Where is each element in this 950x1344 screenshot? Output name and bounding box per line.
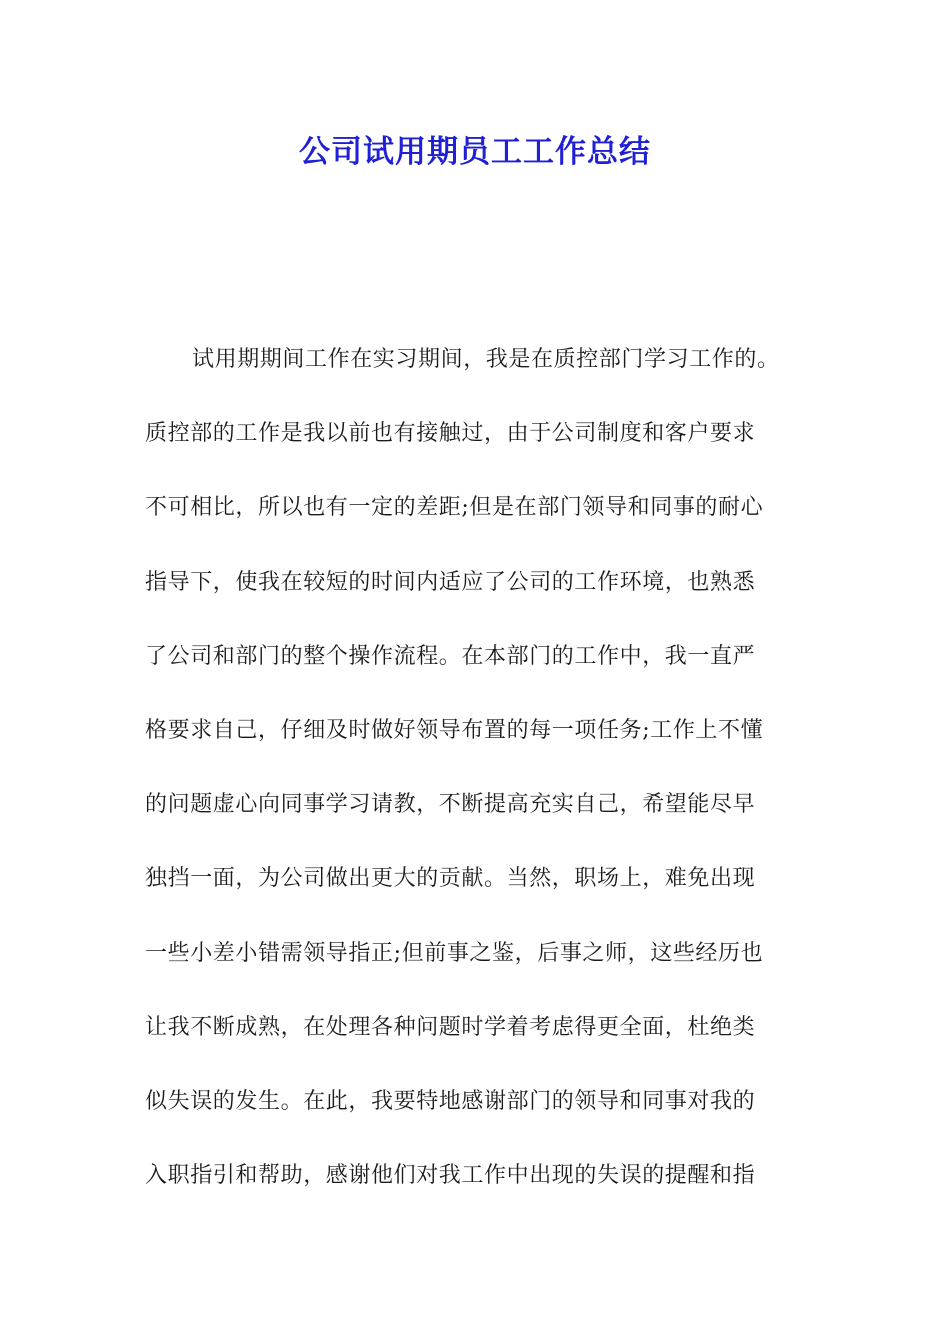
text-line: 格要求自己，仔细及时做好领导布置的每一项任务;工作上不懂 [145, 717, 764, 743]
document-title: 公司试用期员工工作总结 [299, 134, 651, 170]
text-line: 质控部的工作是我以前也有接触过，由于公司制度和客户要求 [145, 421, 756, 447]
text-line: 试用期期间工作在实习期间，我是在质控部门学习工作的。 [192, 347, 780, 372]
text-line: 独挡一面，为公司做出更大的贡献。当然，职场上，难免出现 [145, 866, 756, 892]
text-line: 的问题虚心向同事学习请教，不断提高充实自己，希望能尽早 [145, 792, 756, 818]
text-line: 让我不断成熟，在处理各种问题时学着考虑得更全面，杜绝类 [145, 1014, 756, 1040]
body-paragraph [145, 336, 825, 1226]
text-line: 入职指引和帮助，感谢他们对我工作中出现的失误的提醒和指 [145, 1163, 756, 1189]
text-line: 指导下，使我在较短的时间内适应了公司的工作环境，也熟悉 [145, 569, 756, 595]
text-line: 似失误的发生。在此，我要特地感谢部门的领导和同事对我的 [145, 1088, 756, 1114]
text-line: 了公司和部门的整个操作流程。在本部门的工作中，我一直严 [145, 643, 756, 669]
text-line: 一些小差小错需领导指正;但前事之鉴，后事之师，这些经历也 [145, 940, 764, 966]
text-line: 不可相比，所以也有一定的差距;但是在部门领导和同事的耐心 [145, 495, 764, 521]
